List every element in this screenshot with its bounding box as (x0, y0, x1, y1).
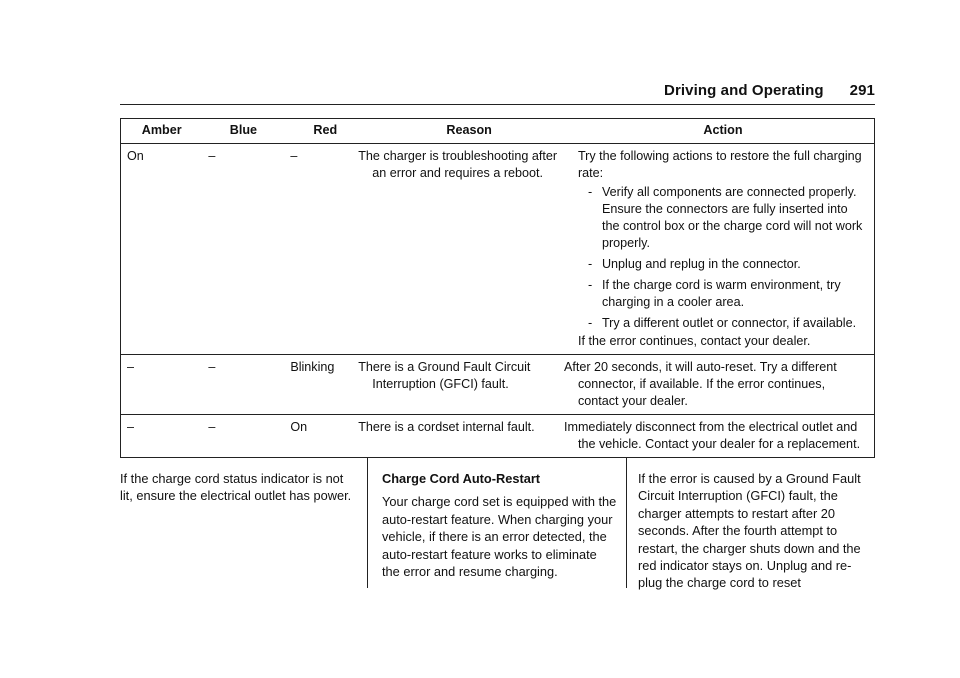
cell-reason: The charger is troubleshooting after an error and requires a reboot. (366, 144, 572, 355)
bullet-text: If the charge cord is warm environment, try charging in a cooler area. (601, 278, 841, 309)
cell-action: Immediately disconnect from the electrical outlet and the vehicle. Contact your dealer for a replacement. (563, 420, 861, 451)
cell-action: After 20 seconds, it will auto-reset. Try a different connector, if available. If the error continues, contact your dealer. (572, 355, 875, 415)
cell-action (572, 144, 875, 355)
cell-reason: There is a Ground Fault Circuit Interruption (GFCI) fault. (366, 355, 572, 415)
body-column-1 (120, 470, 356, 511)
bullet-text: Try a different outlet or connector, if available. (601, 316, 857, 330)
column-header-action: Action (572, 119, 875, 144)
action-outro: If the error continues, contact your dealer. (577, 334, 811, 348)
cell-blue: – (202, 144, 284, 355)
paragraph: If the charge cord status indicator is not lit, ensure the electrical outlet has power. (120, 471, 352, 504)
column-header-amber: Amber (121, 119, 203, 144)
body-column-2 (382, 470, 618, 586)
action-bullet (578, 256, 868, 273)
cell-reason: There is a cordset internal fault. (358, 420, 535, 434)
bullet-mark: ‐ (587, 278, 593, 292)
action-bullet-list (578, 184, 868, 332)
indicator-status-table (120, 118, 875, 458)
action-bullet (578, 277, 868, 311)
column-header-reason: Reason (366, 119, 572, 144)
cell-blue: – (202, 355, 284, 415)
subheading: Charge Cord Auto-Restart (382, 471, 541, 486)
action-bullet (578, 184, 868, 252)
column-divider (626, 458, 627, 588)
column-header-blue: Blue (202, 119, 284, 144)
cell-red: – (284, 144, 366, 355)
bullet-mark: ‐ (587, 257, 593, 271)
page-number: 291 (849, 82, 875, 99)
action-bullet (578, 315, 868, 332)
bullet-mark: ‐ (587, 316, 593, 330)
table-row (121, 144, 875, 355)
column-divider (367, 458, 368, 588)
cell-amber: – (121, 355, 203, 415)
column-header-red: Red (284, 119, 366, 144)
bullet-mark: ‐ (587, 185, 593, 199)
table-header-row (121, 119, 875, 144)
bullet-text: Verify all components are connected properly. Ensure the connectors are fully inserted into the control box or the charge cord will not work properly. (601, 185, 863, 250)
table-row (121, 355, 875, 415)
cell-blue: – (208, 420, 216, 434)
table-row (121, 415, 875, 458)
cell-red: On (290, 420, 308, 434)
action-intro: Try the following actions to restore the full charging rate: (577, 149, 862, 180)
cell-amber: On (121, 144, 203, 355)
section-title: Driving and Operating (664, 82, 824, 99)
cell-amber: – (127, 420, 135, 434)
cell-red: Blinking (284, 355, 366, 415)
bullet-text: Unplug and replug in the connector. (601, 257, 801, 271)
body-column-3 (638, 470, 874, 598)
page-header (120, 82, 875, 105)
paragraph: Your charge cord set is equipped with the auto-restart feature. When charging your vehicle, if there is an error detected, the auto-restart feature works to eliminate the error and resume charging. (382, 494, 617, 580)
paragraph: If the error is caused by a Ground Fault Circuit Interruption (GFCI) fault, the charger attempts to restart after 20 seconds. After the fourth attempt to restart, the charger shuts down and the red indicator stays on. Unplug and re-plug the charge cord to reset (638, 471, 861, 591)
